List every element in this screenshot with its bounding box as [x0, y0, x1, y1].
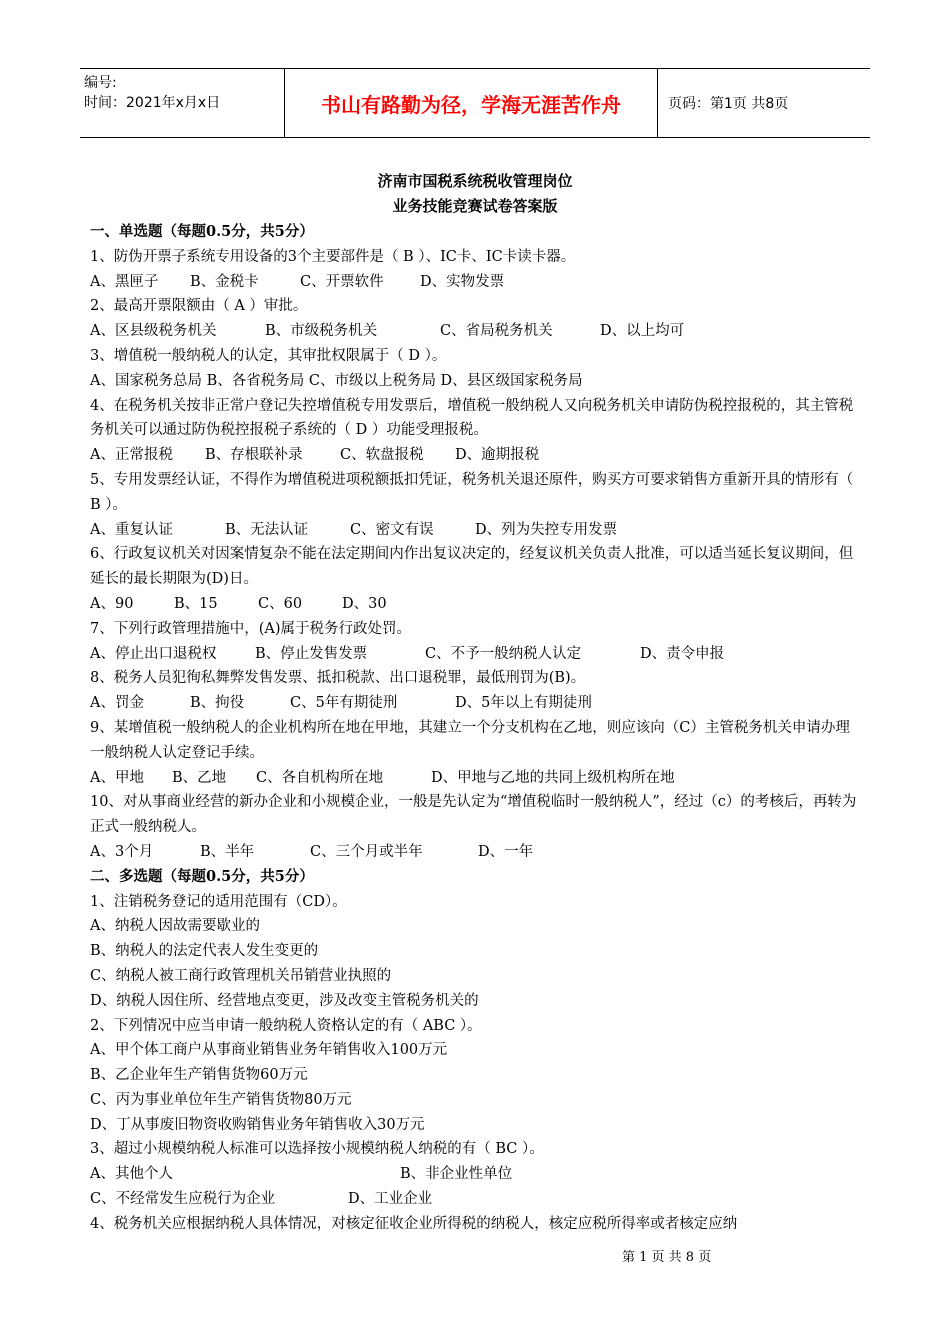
option: B、市级税务机关: [265, 323, 378, 340]
question-text: 6、行政复议机关对因案情复杂不能在法定期间内作出复议决定的，经复议机关负责人批准，可以适当延长复议期间，但延长的最长期限为(D)日。: [90, 546, 854, 588]
option: C、开票软件: [300, 273, 384, 290]
option: B、乙企业年生产销售货物60万元: [90, 1067, 308, 1084]
document-number-label: 编号:: [84, 75, 117, 91]
option: B、无法认证: [225, 521, 309, 538]
document-title-line2: 业务技能竞赛试卷答案版: [392, 197, 558, 215]
option-row: [90, 1187, 860, 1212]
option-row: [90, 1162, 860, 1187]
option: D、工业企业: [348, 1191, 433, 1208]
option-row: [90, 270, 860, 295]
option-row: [90, 443, 860, 468]
option: D、以上均可: [600, 323, 685, 340]
option: C、三个月或半年: [310, 843, 423, 860]
option: B、金税卡: [190, 273, 259, 290]
option-row: [90, 592, 860, 617]
option: A、甲个体工商户从事商业销售业务年销售收入100万元: [90, 1042, 448, 1059]
option: A、纳税人因故需要歇业的: [90, 918, 260, 935]
question-text: 5、专用发票经认证，不得作为增值税进项税额抵扣凭证，税务机关退还原件，购买方可要求销售方重新开具的情形有（ B ）。: [90, 471, 854, 513]
page-footer: 第 1 页 共 8 页: [622, 1250, 712, 1265]
option: D、实物发票: [420, 273, 505, 290]
option: D、责令申报: [640, 645, 725, 662]
question-text: 10、对从事商业经营的新办企业和小规模企业，一般是先认定为“增值税临时一般纳税人”，经过（c）的考核后，再转为正式一般纳税人。: [90, 794, 857, 836]
question-text: 3、超过小规模纳税人标准可以选择按小规模纳税人纳税的有（ BC ）。: [90, 1141, 544, 1158]
option-row: A、国家税务总局 B、各省税务局 C、市级以上税务局 D、县区级国家税务局: [90, 372, 583, 389]
option: B、15: [174, 595, 218, 612]
question-text: 1、注销税务登记的适用范围有（CD）。: [90, 893, 347, 910]
header-motto: 书山有路勤为径，学海无涯苦作舟: [284, 69, 658, 137]
option: D、列为失控专用发票: [475, 521, 618, 538]
option: C、纳税人被工商行政管理机关吊销营业执照的: [90, 967, 392, 984]
option-row: [90, 319, 860, 344]
option: B、乙地: [172, 769, 227, 786]
option: B、拘役: [190, 695, 245, 712]
question-text: 7、下列行政管理措施中，(A)属于税务行政处罚。: [90, 620, 412, 637]
option: C、软盘报税: [340, 447, 424, 464]
option: A、正常报税: [90, 447, 173, 464]
option: D、30: [342, 595, 387, 612]
option: C、密文有误: [350, 521, 434, 538]
question-text: 1、防伪开票子系统专用设备的3个主要部件是（ B ）、IC卡、IC卡读卡器。: [90, 248, 576, 265]
option: C、不予一般纳税人认定: [425, 645, 582, 662]
header-meta: [80, 69, 284, 137]
question-text: 9、某增值税一般纳税人的企业机构所在地在甲地，其建立一个分支机构在乙地，则应该向（C）主管税务机关申请办理一般纳税人认定登记手续。: [90, 719, 850, 761]
section-heading-single-choice: 一、单选题（每题0.5分，共5分）: [90, 223, 314, 240]
option: D、丁从事废旧物资收购销售业务年销售收入30万元: [90, 1116, 425, 1133]
option: B、存根联补录: [205, 447, 303, 464]
option: D、5年以上有期徒刑: [455, 695, 592, 712]
option: A、其他个人: [90, 1166, 173, 1183]
option: B、停止发售发票: [255, 645, 368, 662]
option: D、甲地与乙地的共同上级机构所在地: [431, 769, 675, 786]
question-text: 3、增值税一般纳税人的认定，其审批权限属于（ D ）。: [90, 347, 447, 364]
option: D、纳税人因住所、经营地点变更，涉及改变主管税务机关的: [90, 992, 479, 1009]
option: A、90: [90, 595, 134, 612]
document-body: [90, 220, 860, 1237]
option: B、纳税人的法定代表人发生变更的: [90, 943, 319, 960]
question-text: 2、最高开票限额由（ A ）审批。: [90, 298, 308, 315]
option-row: [90, 691, 860, 716]
question-text: 2、下列情况中应当申请一般纳税人资格认定的有（ ABC ）。: [90, 1017, 482, 1034]
question-text: 8、税务人员犯徇私舞弊发售发票、抵扣税款、出口退税罪，最低刑罚为(B)。: [90, 670, 586, 687]
section-heading-multiple-choice: 二、多选题（每题0.5分，共5分）: [90, 867, 314, 885]
option: A、区县级税务机关: [90, 323, 217, 340]
option: A、罚金: [90, 695, 144, 712]
option: A、3个月: [90, 843, 154, 860]
option: B、非企业性单位: [400, 1166, 513, 1183]
option: A、重复认证: [90, 521, 173, 538]
question-text: 4、在税务机关按非正常户登记失控增值税专用发票后，增值税一般纳税人又向税务机关申请防伪税控报税的，其主管税务机关可以通过防伪税控报税子系统的（ D ）功能受理报税。: [90, 397, 854, 439]
option: C、不经常发生应税行为企业: [90, 1191, 276, 1208]
option-row: [90, 518, 860, 543]
option: B、半年: [200, 843, 255, 860]
option: C、5年有期徒刑: [290, 695, 398, 712]
document-time: 时间：2021年x月x日: [84, 95, 221, 111]
option: C、60: [258, 595, 303, 612]
option: C、省局税务机关: [440, 323, 553, 340]
option: C、丙为事业单位年生产销售货物80万元: [90, 1091, 352, 1108]
option: A、停止出口退税权: [90, 645, 217, 662]
option: D、一年: [478, 843, 534, 860]
header-page-info: 页码：第1页 共8页: [668, 96, 789, 112]
option: A、黑匣子: [90, 273, 159, 290]
option: A、甲地: [90, 769, 144, 786]
document-title-line1: 济南市国税系统税收管理岗位: [377, 172, 573, 190]
option-row: [90, 766, 860, 791]
option: D、逾期报税: [455, 447, 540, 464]
page-header: [80, 68, 870, 138]
option: C、各自机构所在地: [256, 769, 384, 786]
question-text: 4、税务机关应根据纳税人具体情况，对核定征收企业所得税的纳税人，核定应税所得率或者核定应纳: [90, 1215, 738, 1232]
option-row: [90, 840, 860, 865]
option-row: [90, 642, 860, 667]
